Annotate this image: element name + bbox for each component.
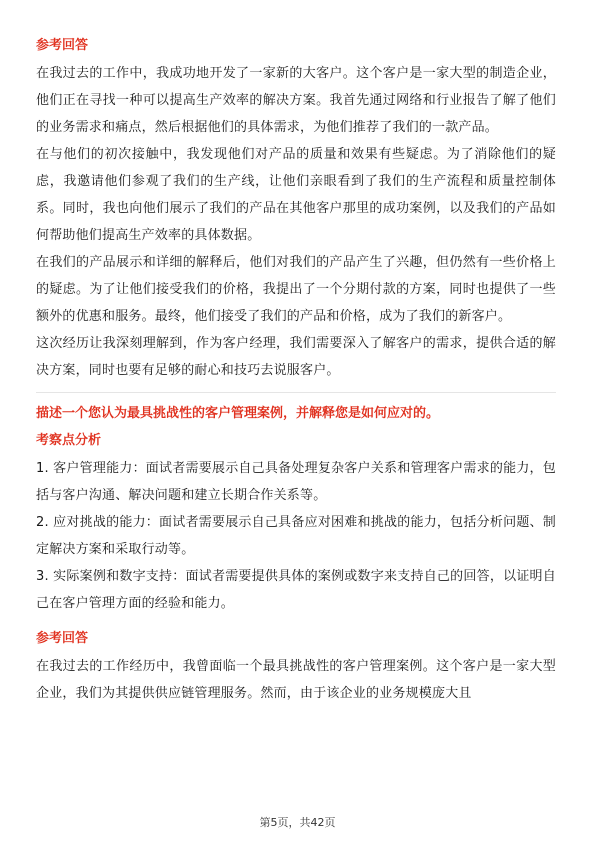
answer-paragraph: 在我过去的工作经历中，我曾面临一个最具挑战性的客户管理案例。这个客户是一家大型企业，我们为其提供供应链管理服务。然而，由于该企业的业务规模庞大且 — [36, 659, 556, 701]
analysis-point: 3. 实际案例和数字支持：面试者需要提供具体的案例或数字来支持自己的回答，以证明自己在客户管理方面的经验和能力。 — [36, 569, 556, 611]
reference-answer-section — [36, 36, 556, 384]
reference-answer-section-2 — [36, 629, 556, 707]
answer-paragraph: 在我们的产品展示和详细的解释后，他们对我们的产品产生了兴趣，但仍然有一些价格上的疑虑。为了让他们接受我们的价格，我提出了一个分期付款的方案，同时也提供了一些额外的优惠和服务。最终，他们接受了我们的产品和价格，成为了我们的新客户。 — [36, 255, 556, 324]
answer-paragraph: 这次经历让我深刻理解到，作为客户经理，我们需要深入了解客户的需求，提供合适的解决方案，同时也要有足够的耐心和技巧去说服客户。 — [36, 336, 556, 378]
reference-answer-heading: 参考回答 — [36, 631, 89, 646]
reference-answer-heading: 参考回答 — [36, 38, 89, 53]
analysis-section — [36, 431, 556, 617]
analysis-heading: 考察点分析 — [36, 433, 102, 448]
answer-paragraph: 在与他们的初次接触中，我发现他们对产品的质量和效果有些疑虑。为了消除他们的疑虑，我邀请他们参观了我们的生产线，让他们亲眼看到了我们的生产流程和质量控制体系。同时，我也向他们展示了我们的产品在其他客户那里的成功案例，以及我们的产品如何帮助他们提高生产效率的具体数据。 — [36, 147, 556, 243]
page-content — [36, 36, 556, 707]
question-title: 描述一个您认为最具挑战性的客户管理案例，并解释您是如何应对的。 — [36, 406, 440, 421]
answer-paragraph: 在我过去的工作中，我成功地开发了一家新的大客户。这个客户是一家大型的制造企业，他们正在寻找一种可以提高生产效率的解决方案。我首先通过网络和行业报告了解了他们的业务需求和痛点，然后根据他们的具体需求，为他们推荐了我们的一款产品。 — [36, 66, 556, 135]
analysis-point: 1. 客户管理能力：面试者需要展示自己具备处理复杂客户关系和管理客户需求的能力，包括与客户沟通、解决问题和建立长期合作关系等。 — [36, 461, 556, 503]
page-number: 第5页，共42页 — [259, 816, 336, 829]
analysis-point: 2. 应对挑战的能力：面试者需要展示自己具备应对困难和挑战的能力，包括分析问题、制定解决方案和采取行动等。 — [36, 515, 556, 557]
section-divider — [36, 392, 556, 393]
